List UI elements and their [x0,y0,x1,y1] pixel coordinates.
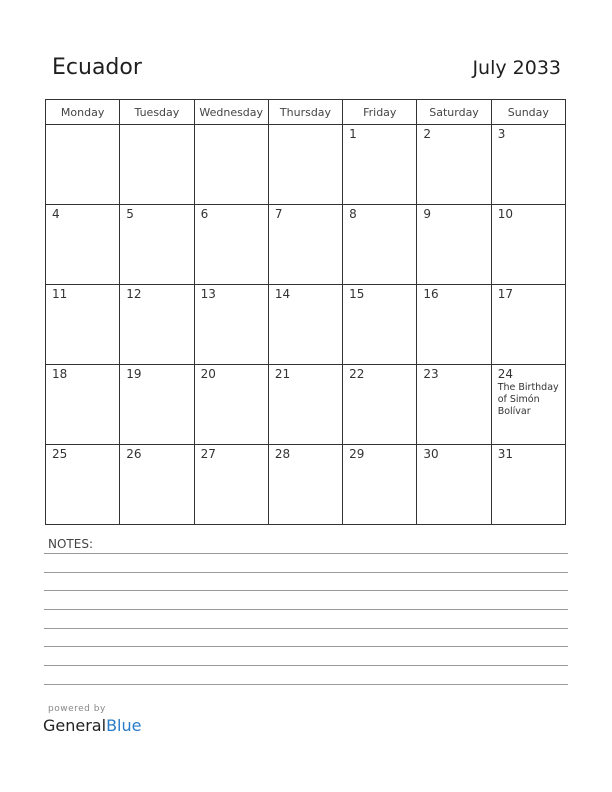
day-number: 15 [349,287,365,301]
day-number: 29 [349,447,365,461]
day-number: 19 [126,367,142,381]
day-cell [417,205,491,285]
day-cell [268,205,342,285]
week-row [46,125,566,205]
powered-by-text: powered by [48,704,106,714]
day-cell [417,285,491,365]
day-cell [194,205,268,285]
day-cell [194,365,268,445]
day-cell [120,205,194,285]
day-number: 8 [349,207,357,221]
notes-line [44,590,568,591]
day-cell [268,365,342,445]
weekday-header: Sunday [491,100,565,125]
day-cell [268,285,342,365]
weekday-header: Tuesday [120,100,194,125]
day-number: 20 [200,367,216,381]
day-cell [120,125,194,205]
day-number: 6 [200,207,209,221]
day-cell [46,125,120,205]
day-cell [46,445,120,525]
day-number: 11 [52,287,68,301]
day-cell [268,445,342,525]
day-cell [491,125,565,205]
day-number: 16 [423,287,439,301]
day-number: 13 [200,287,216,301]
day-cell [491,365,565,445]
weekday-header-row [46,100,566,125]
day-number: 31 [497,447,513,461]
day-cell [343,365,417,445]
day-number: 12 [126,287,142,301]
day-cell [120,285,194,365]
day-cell [120,445,194,525]
brand-blue-text: Blue [106,716,142,735]
notes-line [44,609,568,610]
day-number: 22 [349,367,365,381]
day-number: 30 [423,447,439,461]
notes-line [44,572,568,573]
day-number: 17 [497,287,513,301]
day-cell [268,125,342,205]
day-number: 2 [423,127,432,141]
day-number: 21 [274,367,291,381]
day-cell [491,445,565,525]
weekday-header: Thursday [268,100,342,125]
day-cell [46,285,120,365]
day-number: 26 [126,447,142,461]
day-number: 24 [497,367,513,381]
day-number: 4 [52,207,60,221]
calendar-grid [45,99,566,525]
notes-line [44,665,568,666]
day-number: 28 [274,447,291,461]
holiday-label: The Birthday of Simón Bolívar [497,382,559,417]
day-number: 5 [126,207,134,221]
notes-line [44,684,568,685]
day-cell [343,285,417,365]
weekday-header: Monday [46,100,120,125]
day-number: 10 [497,207,513,221]
day-cell [194,125,268,205]
notes-label: NOTES: [48,537,93,551]
notes-line [44,646,568,647]
notes-line [44,553,568,554]
notes-line [44,628,568,629]
week-row [46,205,566,285]
day-number: 18 [52,367,68,381]
day-cell [120,365,194,445]
day-cell [417,365,491,445]
week-row [46,445,566,525]
weekday-header: Wednesday [194,100,268,125]
day-number: 3 [497,127,506,141]
day-number: 14 [274,287,291,301]
day-number: 25 [52,447,68,461]
day-cell [417,445,491,525]
weekday-header: Friday [343,100,417,125]
calendar-country-title: Ecuador [52,55,142,80]
brand-logo [43,716,141,735]
day-cell [46,205,120,285]
day-cell [194,285,268,365]
week-row [46,285,566,365]
day-number: 7 [274,207,283,221]
day-cell [491,205,565,285]
day-cell [46,365,120,445]
calendar-month-title: July 2033 [472,57,561,79]
day-number: 9 [423,207,432,221]
day-cell [343,125,417,205]
week-row [46,365,566,445]
day-cell [417,125,491,205]
day-cell [343,445,417,525]
day-cell [491,285,565,365]
day-number: 1 [349,127,357,141]
brand-general-text: General [43,716,107,735]
day-number: 23 [423,367,439,381]
day-cell [194,445,268,525]
day-number: 27 [200,447,216,461]
weekday-header: Saturday [417,100,491,125]
day-cell [343,205,417,285]
